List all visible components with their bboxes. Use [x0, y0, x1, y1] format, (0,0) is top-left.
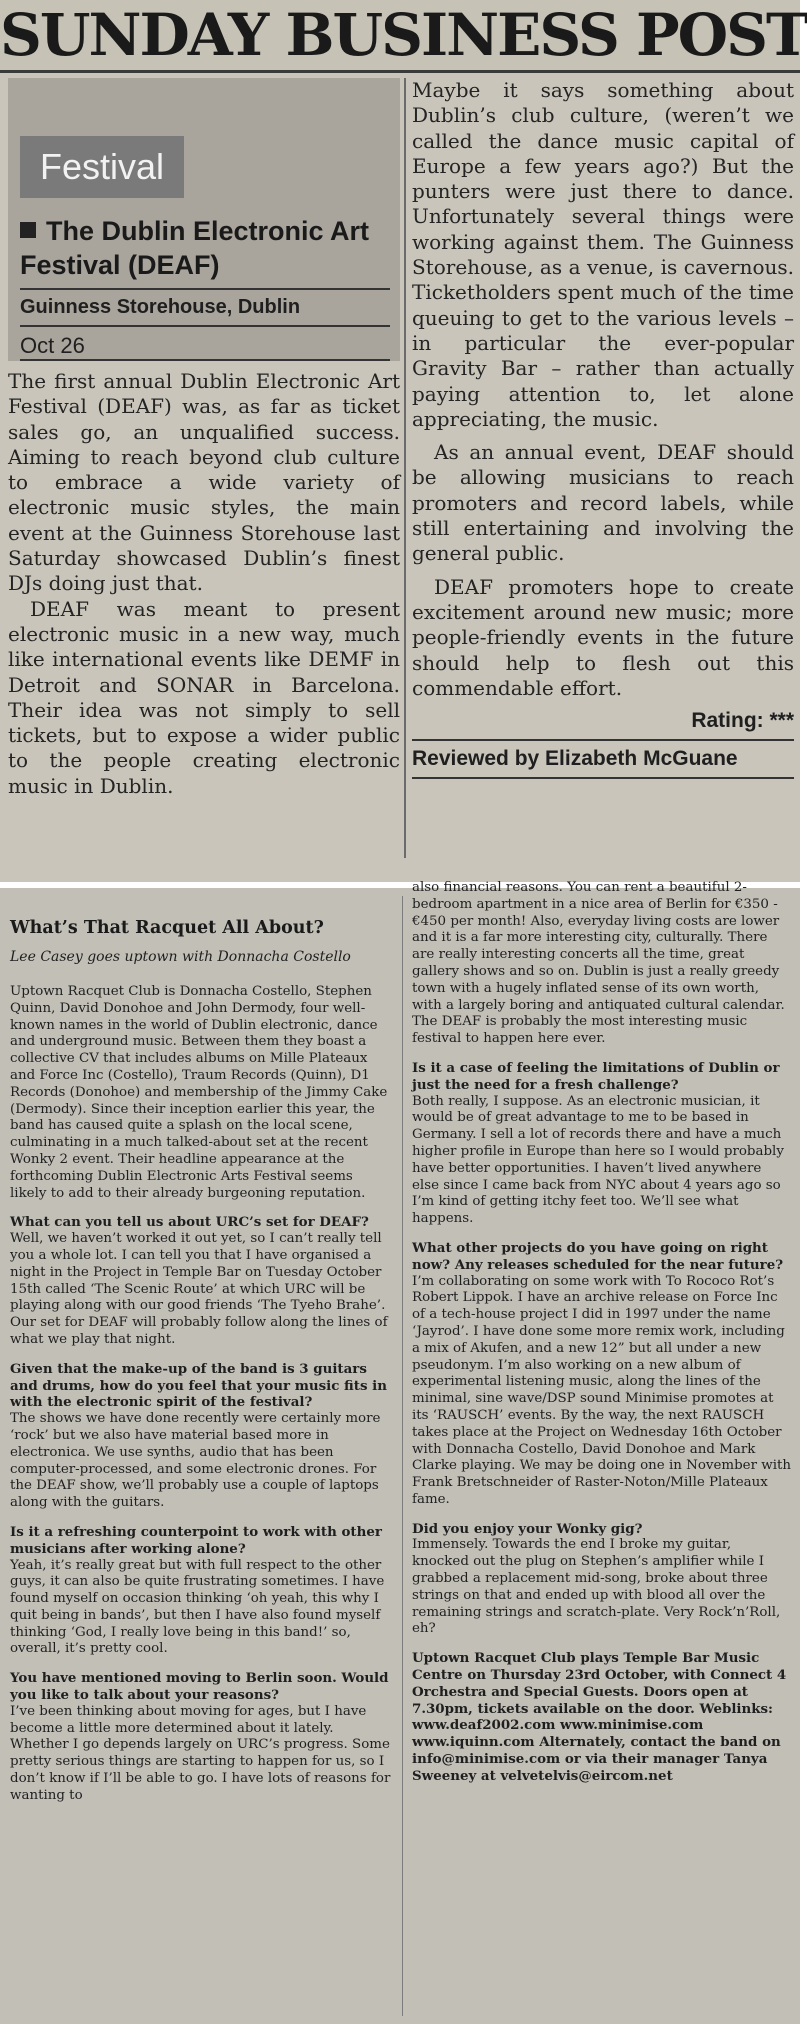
interview-answer: Well, we haven’t worked it out yet, so I can’t really tell you a whole lot. I can tell you that I have organised a night in the Project in Temple Bar on Tuesday October 15th called ‘The Scenic Route’ at which URC will be playing along with our good friends ‘The Tyeho Brahe’. Our set for DEAF will probably follow along the lines of what we play that night. — [10, 1231, 388, 1347]
paragraph: DEAF was meant to present electronic music in a new way, much like international events like DEMF in Detroit and SONAR in Barcelona. Their idea was not simply to sell tickets, but to expose a wider public to the people creating electronic music in Dublin. — [8, 596, 400, 798]
masthead: SUNDAY BUSINESS POST — [0, 0, 800, 73]
square-bullet-icon — [20, 222, 36, 238]
interview-answer: The shows we have done recently were certainly more ‘rock’ but we also have material based more in electronica. We use synths, audio that has been computer-processed, and some electronic drones. For the DEAF show, we’ll probably use a couple of laptops along with the guitars. — [10, 1411, 381, 1511]
review-right-column — [412, 78, 794, 779]
review-title-text: The Dublin Electronic Art Festival (DEAF) — [20, 216, 370, 280]
newspaper-clipping-review — [0, 0, 807, 882]
interview-answer: also financial reasons. You can rent a beautiful 2-bedroom apartment in a nice area of Berlin for €350 - €450 per month! Also, everyday living costs are lower and it is a far more interesting city, culturally. There are really interesting concerts all the time, great gallery shows and so on. Dublin is just a really greedy town with a hugely inflated sense of its own worth, with a largely boring and antiquated cultural calendar. The DEAF is probably the most interesting music festival to happen here ever. — [412, 880, 785, 1047]
review-body-right — [412, 78, 794, 701]
interview-question: You have mentioned moving to Berlin soon. Would you like to talk about your reasons? — [10, 1670, 389, 1704]
review-left-column — [8, 78, 400, 799]
section-label: Festival — [20, 136, 184, 198]
review-info-box — [8, 78, 400, 361]
interview-question: Did you enjoy your Wonky gig? — [412, 1520, 643, 1537]
paragraph: DEAF promoters hope to create excitement around new music; more people-friendly events in the future should help to flesh out this commendable effort. — [412, 574, 794, 700]
interview-left-column — [10, 888, 392, 1805]
paragraph: As an annual event, DEAF should be allowing musicians to reach promoters and record labels, while still entertaining and involving the general public. — [412, 440, 794, 566]
interview-answer: Immensely. Towards the end I broke my guitar, knocked out the plug on Stephen’s amplifier while I grabbed a replacement mid-song, broke about three strings on that and ended up with blood all over the remaining strings and scratch-plate. Very Rock’n’Roll, eh? — [412, 1537, 781, 1637]
interview-left-text — [10, 984, 392, 1805]
interview-right-text — [412, 880, 792, 1785]
interview-answer: I’ve been thinking about moving for ages, but I have become a little more determined about it lately. Whether I go depends largely on URC’s progress. Some pretty serious things are starting to happen for us, so I don’t know if I’ll be able to go. I have lots of reasons for wanting to — [10, 1703, 391, 1803]
venue: Guinness Storehouse, Dublin — [20, 288, 390, 327]
event-date: Oct 26 — [20, 327, 390, 361]
interview-right-column — [412, 880, 792, 1785]
event-info: Uptown Racquet Club plays Temple Bar Music Centre on Thursday 23rd October, with Connect 4 Orchestra and Special Guests. Doors open at 7.30pm, tickets available on the door. Weblinks: www.deaf2002.com www.minimise.com www.iquinn.com Alternately, contact the band on info@minimise.com or via their manager Tanya Sweeney at velvetelvis@eircom.net — [412, 1650, 787, 1784]
interview-answer: Yeah, it’s really great but with full respect to the other guys, it can also be quite frustrating sometimes. I have found myself on occasion thinking ‘oh yeah, this why I quit being in bands’, but then I have also found myself thinking ‘God, I really love being in this band!’ so, overall, it’s pretty cool. — [10, 1557, 385, 1657]
review-title — [20, 214, 390, 282]
rating: Rating: *** — [691, 709, 794, 733]
interview-question: Is it a case of feeling the limitations of Dublin or just the need for a fresh challenge? — [412, 1059, 780, 1093]
interview-answer: Uptown Racquet Club is Donnacha Costello, Stephen Quinn, David Donohoe and John Dermody, four well-known names in the world of Dublin electronic, dance and underground music. Between them they boast a collective CV that includes albums on Mille Plateaux and Force Inc (Costello), Traum Records (Quinn), D1 Records (Donohoe) and membership of the Jimmy Cake (Dermody). Since their inception earlier this year, the band has caused quite a splash on the local scene, culminating in a much talked-about set at the recent Wonky 2 event. Their headline appearance at the forthcoming Dublin Electronic Arts Festival seems likely to add to their already burgeoning reputation. — [10, 984, 388, 1201]
reviewer-credit: Reviewed by Elizabeth McGuane — [412, 739, 794, 779]
byline: Lee Casey goes uptown with Donnacha Costello — [10, 949, 351, 965]
interview-question: What can you tell us about URC’s set for DEAF? — [10, 1214, 369, 1231]
newspaper-clipping-interview — [0, 880, 800, 2024]
interview-headline: What’s That Racquet All About? — [10, 918, 324, 938]
column-divider — [402, 896, 403, 2016]
column-divider — [404, 78, 406, 858]
review-body-left — [8, 369, 400, 799]
paragraph: Maybe it says something about Dublin’s club culture, (weren’t we called the dance music capital of Europe a few years ago?) But the punters were just there to dance. Unfortunately several things were working against them. The Guinness Storehouse, as a venue, is cavernous. Ticketholders spent much of the time queuing to get to the various levels – in particular the ever-popular Gravity Bar – rather than actually paying attention to, let alone appreciating, the music. — [412, 78, 794, 431]
interview-question: What other projects do you have going on right now? Any releases scheduled for the near future? — [412, 1239, 784, 1273]
interview-answer: Both really, I suppose. As an electronic musician, it would be of great advantage to me to be based in Germany. I sell a lot of records there and have a much higher profile in Europe than here so I would probably have better opportunities. I haven’t lived anywhere else since I came back from NYC about 4 years ago so I’m kind of getting itchy feet too. We’ll see what happens. — [412, 1093, 784, 1227]
interview-answer: I’m collaborating on some work with To Rococo Rot’s Robert Lippok. I have an archive release on Force Inc of a tech-house project I did in 1997 under the name ‘Jayrod’. I have done some more remix work, including a mix of Akufen, and a new 12” but all under a new pseudonym. I’m also working on a new album of experimental listening music, along the lines of the minimal, sine wave/DSP sound Minimise promotes at its ‘RAUSCH’ events. By the way, the next RAUSCH takes place at the Project on Wednesday 16th October with Donnacha Costello, David Donohoe and Mark Clarke playing. We may be doing one in November with Frank Bretschneider of Raster-Noton/Mille Plateaux fame. — [412, 1273, 791, 1507]
interview-question: Is it a refreshing counterpoint to work with other musicians after working alone? — [10, 1523, 382, 1557]
paragraph: The first annual Dublin Electronic Art Festival (DEAF) was, as far as ticket sales go, an unqualified success. Aiming to reach beyond club culture to embrace a wide variety of electronic music styles, the main event at the Guinness Storehouse last Saturday showcased Dublin’s finest DJs doing just that. — [8, 369, 400, 596]
interview-question: Given that the make-up of the band is 3 guitars and drums, how do you feel that your music fits in with the electronic spirit of the festival? — [10, 1360, 387, 1411]
